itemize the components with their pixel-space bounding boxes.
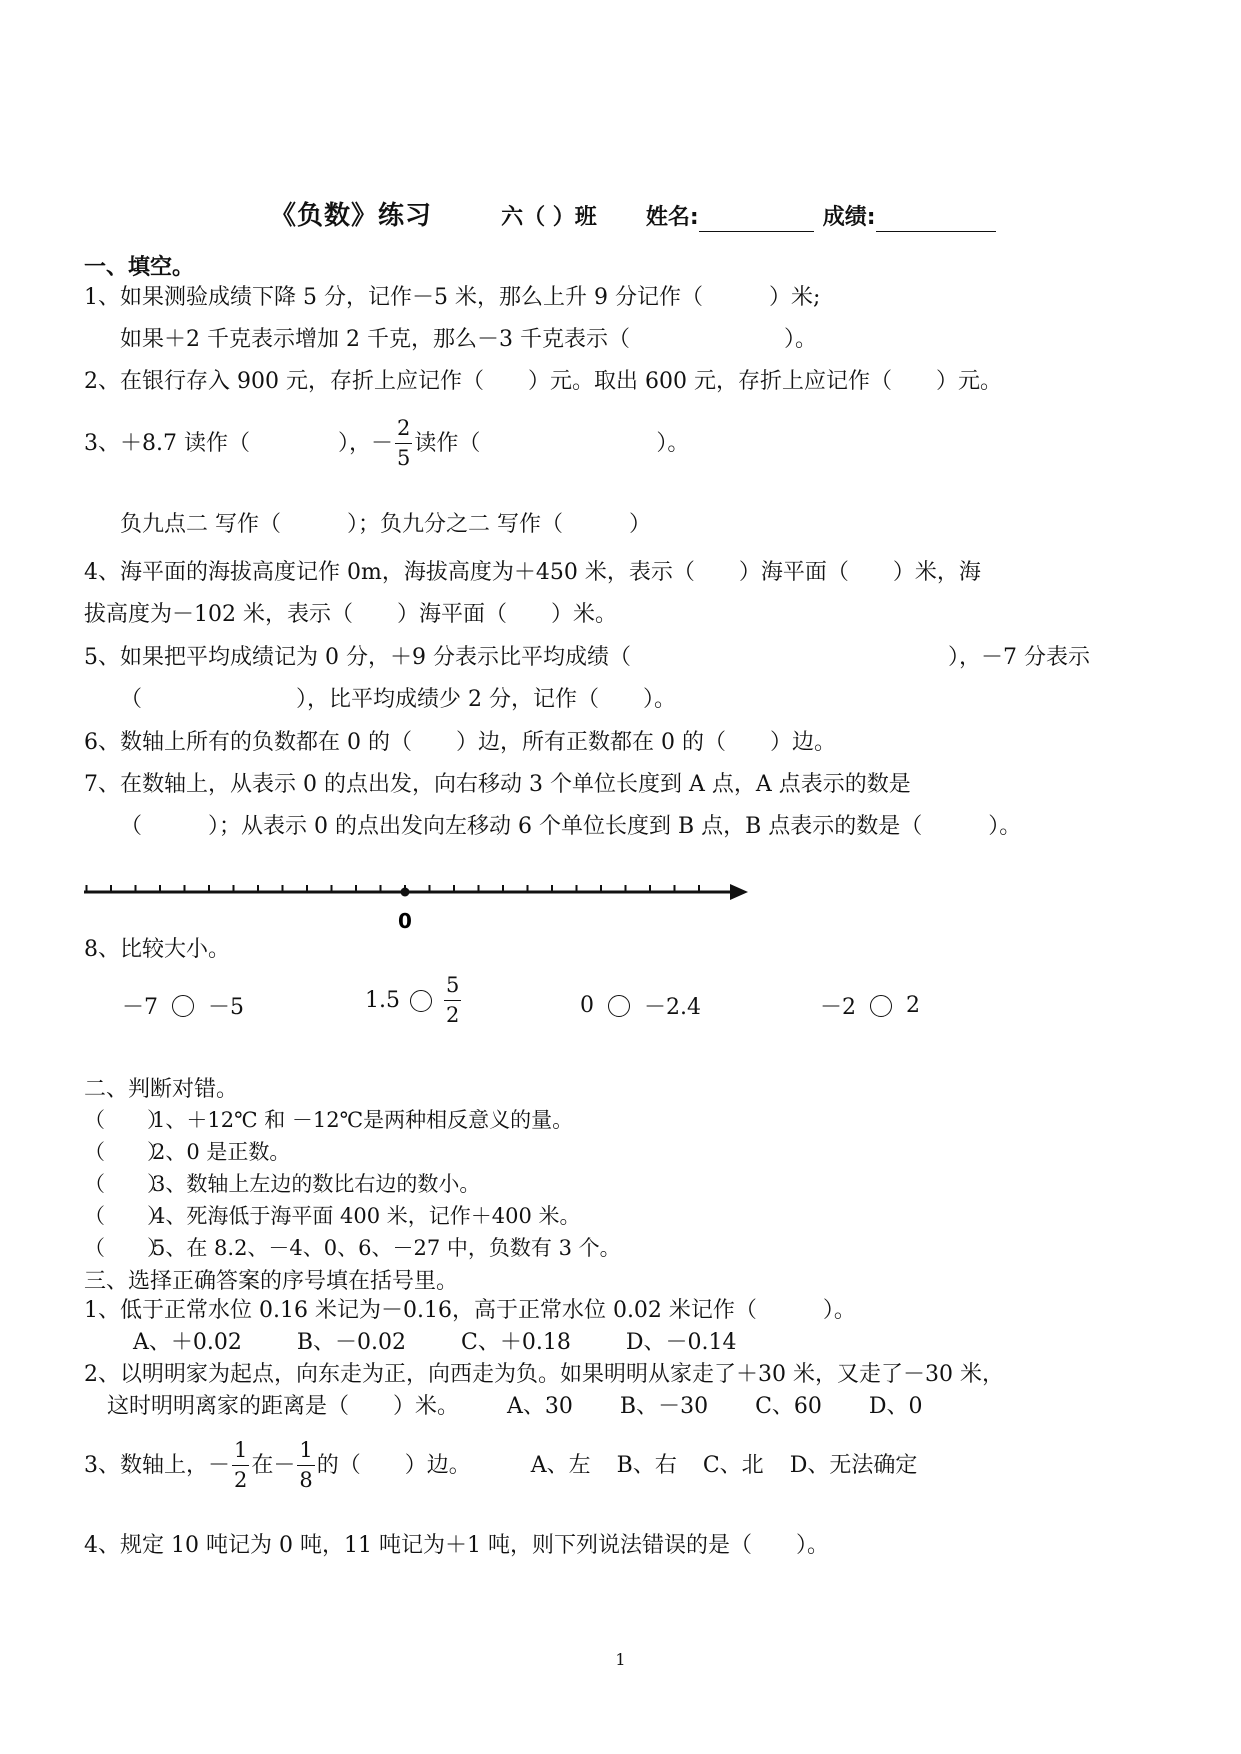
q5-line-b: （ ），比平均成绩少 2 分，记作（ ）。 — [120, 687, 676, 712]
s3-q3-option[interactable]: A、左 — [530, 1452, 591, 1478]
section3-heading: 三、选择正确答案的序号填在括号里。 — [84, 1269, 459, 1294]
s3-q1-line: 1、低于正常水位 0.16 米记为－0.16，高于正常水位 0.02 米记作（ ）。 — [84, 1298, 856, 1323]
q7-line-b: （ ）；从表示 0 的点出发向左移动 6 个单位长度到 B 点，B 点表示的数是（ ）。 — [120, 814, 1022, 839]
judge-text: 2、0 是正数。 — [152, 1140, 291, 1164]
compare-4-circle[interactable] — [870, 995, 892, 1017]
q5-a-right: ），－7 分表示 — [948, 645, 1090, 670]
q8-line: 8、比较大小。 — [84, 937, 230, 962]
q6-line: 6、数轴上所有的负数都在 0 的（ ）边，所有正数都在 0 的（ ）边。 — [84, 730, 836, 755]
number-line — [80, 868, 750, 938]
judge-text: 1、＋12℃ 和 －12℃是两种相反意义的量。 — [152, 1108, 574, 1132]
s3-q3-fraction-2 — [297, 1440, 314, 1491]
s3-q3-suffix: 的（ ）边。 — [316, 1452, 471, 1478]
class-label: 六（ ）班 — [501, 205, 597, 230]
judge-item — [84, 1136, 290, 1166]
judge-text: 4、死海低于海平面 400 米，记作＋400 米。 — [152, 1204, 581, 1228]
q3-line-a — [84, 418, 689, 469]
worksheet-title — [270, 195, 1050, 232]
q1-line-a: 1、如果测验成绩下降 5 分，记作－5 米，那么上升 9 分记作（ ）米; — [84, 285, 821, 310]
q5-line-a — [84, 643, 1090, 673]
q7-line-a: 7、在数轴上，从表示 0 的点出发，向右移动 3 个单位长度到 A 点，A 点表示的数是 — [84, 772, 911, 797]
judge-paren[interactable]: （ ） — [84, 1140, 168, 1164]
s3-q2-option[interactable]: B、－30 — [619, 1394, 709, 1419]
compare-2-frac-num: 5 — [444, 975, 461, 1001]
s3-q3-fraction-1 — [232, 1440, 249, 1491]
judge-paren[interactable]: （ ） — [84, 1108, 168, 1132]
s3-q1-options — [133, 1328, 784, 1358]
s3-q4-line: 4、规定 10 吨记为 0 吨，11 吨记为＋1 吨，则下列说法错误的是（ ）。 — [84, 1533, 829, 1558]
q3-frac-den: 5 — [396, 446, 411, 470]
section1-heading: 一、填空。 — [84, 255, 195, 280]
q5-a-left: 5、如果把平均成绩记为 0 分，＋9 分表示比平均成绩（ — [84, 645, 631, 670]
q3-frac-num: 2 — [395, 418, 412, 444]
judge-paren[interactable]: （ ） — [84, 1204, 168, 1228]
judge-text: 5、在 8.2、－4、0、6、－27 中，负数有 3 个。 — [152, 1236, 621, 1260]
judge-text: 3、数轴上左边的数比右边的数小。 — [152, 1172, 481, 1196]
page-number: 1 — [615, 1650, 626, 1669]
score-label: 成绩: — [822, 205, 876, 230]
s3-q2-line-b — [107, 1392, 923, 1422]
judge-paren[interactable]: （ ） — [84, 1236, 168, 1260]
number-line-origin-dot — [401, 888, 410, 897]
s3-q3-option[interactable]: C、北 — [702, 1452, 764, 1478]
name-blank[interactable] — [699, 209, 814, 232]
compare-3-right: －2.4 — [644, 995, 701, 1020]
number-line-arrow — [730, 884, 748, 900]
s3-q2-text: 这时明明离家的距离是（ ）米。 — [107, 1394, 460, 1419]
compare-1-left: －7 — [122, 995, 158, 1020]
s3-q2-option[interactable]: D、0 — [868, 1394, 923, 1419]
q2-line: 2、在银行存入 900 元，存折上应记作（ ）元。取出 600 元，存折上应记作（ ）元。 — [84, 369, 1002, 394]
compare-2-fraction — [444, 975, 461, 1026]
s3-q2-option[interactable]: C、60 — [755, 1394, 822, 1419]
s3-q3-option[interactable]: B、右 — [616, 1452, 677, 1478]
judge-item — [84, 1232, 621, 1262]
q4-line-a: 4、海平面的海拔高度记作 0m，海拔高度为＋450 米，表示（ ）海平面（ ）米，海 — [84, 560, 981, 585]
compare-4-right: 2 — [906, 993, 920, 1018]
s3-q3-mid: 在－ — [251, 1452, 296, 1478]
s3-q2-option[interactable]: A、30 — [507, 1394, 573, 1419]
section2-heading: 二、判断对错。 — [84, 1077, 239, 1102]
s3-q3-frac1-den: 2 — [234, 1468, 248, 1492]
q4-line-b: 拔高度为－102 米，表示（ ）海平面（ ）米。 — [84, 602, 617, 627]
q3-part2: 读作（ ）。 — [414, 430, 690, 456]
s3-q3-line — [84, 1440, 917, 1491]
q3-line-b: 负九点二 写作（ ）；负九分之二 写作（ ） — [120, 512, 651, 537]
s3-q2-line-a: 2、以明明家为起点，向东走为正，向西走为负。如果明明从家走了＋30 米，又走了－30 米， — [84, 1362, 1004, 1387]
judge-item — [84, 1200, 581, 1230]
compare-4-left: －2 — [820, 995, 856, 1020]
compare-1-circle[interactable] — [172, 995, 194, 1017]
compare-4 — [820, 990, 920, 1021]
s3-q1-option[interactable]: A、＋0.02 — [133, 1330, 242, 1355]
name-label: 姓名: — [645, 205, 699, 230]
judge-item — [84, 1168, 480, 1198]
s3-q3-frac1-num: 1 — [232, 1440, 249, 1466]
compare-2-circle[interactable] — [410, 990, 432, 1012]
s3-q3-frac2-num: 1 — [297, 1440, 314, 1466]
q3-fraction — [395, 418, 412, 469]
s3-q1-option[interactable]: B、－0.02 — [296, 1330, 407, 1355]
compare-3-left: 0 — [580, 993, 594, 1018]
compare-3 — [580, 990, 701, 1021]
compare-1 — [122, 990, 244, 1021]
s3-q1-option[interactable]: C、＋0.18 — [461, 1330, 571, 1355]
s3-q1-option[interactable]: D、－0.14 — [625, 1330, 737, 1355]
score-blank[interactable] — [876, 209, 996, 232]
s3-q3-frac2-den: 8 — [299, 1468, 313, 1492]
compare-3-circle[interactable] — [608, 995, 630, 1017]
compare-2-left: 1.5 — [365, 988, 400, 1013]
judge-paren[interactable]: （ ） — [84, 1172, 168, 1196]
q1-line-b: 如果＋2 千克表示增加 2 千克，那么－3 千克表示（ ）。 — [120, 327, 817, 352]
q3-part1: 3、＋8.7 读作（ ），－ — [84, 430, 393, 456]
compare-1-right: －5 — [208, 995, 244, 1020]
s3-q3-prefix: 3、数轴上，－ — [84, 1452, 230, 1478]
title-main: 《负数》练习 — [270, 201, 433, 231]
s3-q3-option[interactable]: D、无法确定 — [789, 1452, 918, 1478]
compare-2 — [365, 975, 463, 1026]
judge-item — [84, 1104, 573, 1134]
compare-2-frac-den: 2 — [446, 1003, 460, 1027]
number-line-zero-label: 0 — [398, 909, 412, 933]
